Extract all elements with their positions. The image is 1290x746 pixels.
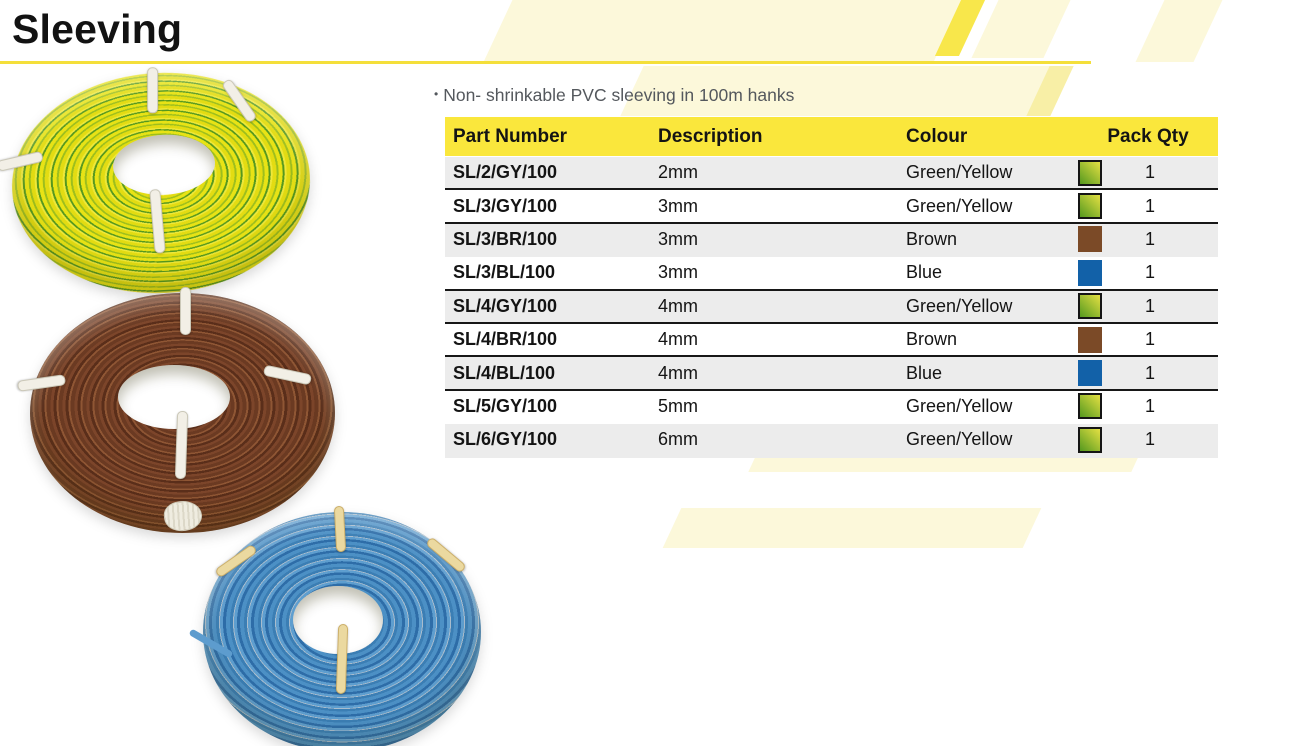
colour-swatch xyxy=(1078,226,1102,252)
description-cell: 6mm xyxy=(658,429,698,450)
brown-coil-image xyxy=(30,293,335,533)
colour-swatch xyxy=(1078,293,1102,319)
table-row xyxy=(445,257,1218,290)
coil-hole xyxy=(118,365,230,429)
colour-cell: Green/Yellow xyxy=(906,429,1013,450)
pack-qty-cell: 1 xyxy=(1144,295,1155,316)
decor-shape xyxy=(484,0,963,62)
description-cell: 4mm xyxy=(658,295,698,316)
pack-qty-cell: 1 xyxy=(1144,362,1155,383)
description-cell: 2mm xyxy=(658,162,698,183)
part-number-cell: SL/3/BL/100 xyxy=(453,262,556,283)
colour-swatch xyxy=(1078,360,1102,386)
pack-qty-cell: 1 xyxy=(1144,395,1155,416)
pack-qty-cell: 1 xyxy=(1144,162,1155,183)
part-number-cell: SL/5/GY/100 xyxy=(453,395,558,416)
table-row xyxy=(445,357,1218,390)
part-number-cell: SL/6/GY/100 xyxy=(453,429,558,450)
header-part-number: Part Number xyxy=(453,125,568,147)
pack-qty-cell: 1 xyxy=(1144,228,1155,249)
description-cell: 4mm xyxy=(658,362,698,383)
colour-swatch xyxy=(1078,260,1102,286)
blue-coil-image xyxy=(203,512,481,746)
table-body xyxy=(445,157,1218,458)
colour-swatch xyxy=(1078,327,1102,353)
decor-shape xyxy=(663,508,1042,548)
header-description: Description xyxy=(658,125,763,147)
header-colour: Colour xyxy=(906,125,968,147)
page-title: Sleeving xyxy=(12,6,183,52)
colour-swatch xyxy=(1078,393,1102,419)
intro-bullet-text: Non- shrinkable PVC sleeving in 100m hanks xyxy=(443,85,795,105)
colour-swatch xyxy=(1078,160,1102,186)
table-row xyxy=(445,291,1218,324)
colour-cell: Green/Yellow xyxy=(906,195,1013,216)
part-number-cell: SL/4/BR/100 xyxy=(453,329,558,350)
description-cell: 3mm xyxy=(658,262,698,283)
colour-cell: Blue xyxy=(906,262,943,283)
pack-qty-cell: 1 xyxy=(1144,429,1155,450)
decor-shape xyxy=(971,0,1070,58)
colour-swatch xyxy=(1078,427,1102,453)
description-cell: 5mm xyxy=(658,395,698,416)
description-cell: 3mm xyxy=(658,195,698,216)
colour-cell: Green/Yellow xyxy=(906,395,1013,416)
part-number-cell: SL/3/GY/100 xyxy=(453,195,558,216)
green-yellow-coil-image xyxy=(6,65,315,300)
decor-shape xyxy=(748,456,1138,472)
colour-cell: Blue xyxy=(906,362,943,383)
table-row xyxy=(445,391,1218,424)
part-number-cell: SL/3/BR/100 xyxy=(453,228,558,249)
colour-cell: Brown xyxy=(906,228,958,249)
title-rule xyxy=(0,61,1091,64)
intro-bullet xyxy=(434,84,794,105)
coil-tie xyxy=(147,67,158,113)
table-row xyxy=(445,157,1218,190)
colour-swatch xyxy=(1078,193,1102,219)
pack-qty-cell: 1 xyxy=(1144,195,1155,216)
pack-qty-cell: 1 xyxy=(1144,329,1155,350)
part-number-cell: SL/2/GY/100 xyxy=(453,162,558,183)
decor-shape xyxy=(1136,0,1223,62)
table-header-row xyxy=(445,117,1218,156)
part-number-cell: SL/4/BL/100 xyxy=(453,362,556,383)
table-row xyxy=(445,224,1218,257)
table-row xyxy=(445,324,1218,357)
pack-qty-cell: 1 xyxy=(1144,262,1155,283)
description-cell: 3mm xyxy=(658,228,698,249)
table-row xyxy=(445,424,1218,457)
header-pack-qty: Pack Qty xyxy=(1107,125,1189,147)
colour-cell: Brown xyxy=(906,329,958,350)
colour-cell: Green/Yellow xyxy=(906,162,1013,183)
colour-cell: Green/Yellow xyxy=(906,295,1013,316)
coil-tie xyxy=(180,287,191,335)
description-cell: 4mm xyxy=(658,329,698,350)
sleeving-table xyxy=(445,117,1218,458)
part-number-cell: SL/4/GY/100 xyxy=(453,295,558,316)
table-row xyxy=(445,190,1218,223)
bullet-icon: • xyxy=(434,87,439,101)
